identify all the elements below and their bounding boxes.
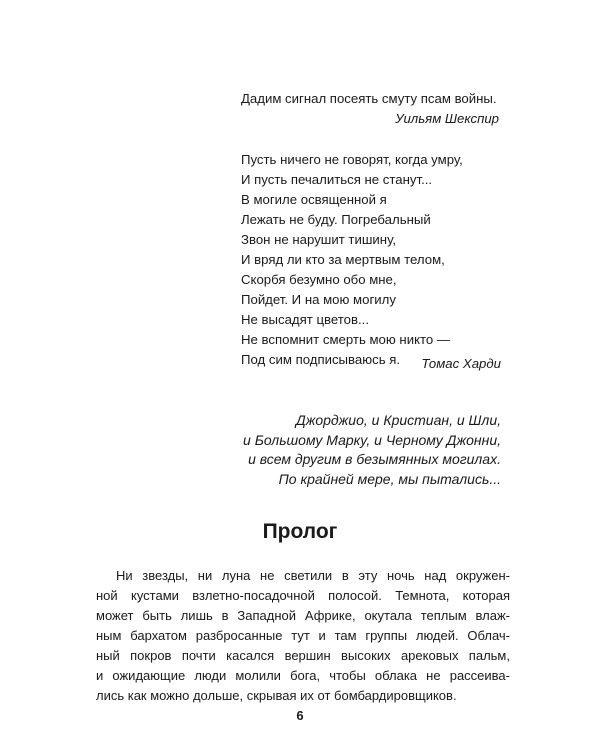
poem-line: Не вспомнит смерть мою никто — bbox=[241, 332, 451, 347]
poem-line: Под сим подписываюсь я. bbox=[241, 352, 401, 367]
dedication-line: и Большому Марку, и Черному Джонни, bbox=[243, 431, 501, 448]
dedication-line: По крайней мере, мы пытались... bbox=[278, 470, 501, 487]
epigraph-hardy-poem bbox=[241, 150, 501, 370]
page-number: 6 bbox=[296, 708, 304, 723]
poem-author: Томас Харди bbox=[421, 356, 501, 371]
body-line: Ни звезды, ни луна не светили в эту ночь над окружен- bbox=[116, 568, 510, 583]
body-line: ным бархатом разбросанные тут и там группы людей. Облач- bbox=[96, 628, 510, 643]
chapter-body bbox=[96, 566, 510, 706]
epigraph-shakespeare bbox=[241, 89, 501, 129]
poem-line: Не высадят цветов... bbox=[241, 312, 370, 327]
poem-line: Лежать не буду. Погребальный bbox=[241, 212, 431, 227]
epigraph-author: Уильям Шекспир bbox=[395, 111, 499, 126]
poem-line: И вряд ли кто за мертвым телом, bbox=[241, 252, 445, 267]
epigraph-text: Дадим сигнал посеять смуту псам войны. bbox=[241, 91, 497, 106]
poem-line: Пусть ничего не говорят, когда умру, bbox=[241, 152, 463, 167]
body-line: и ожидающие люди молили бога, чтобы облака не рассеива- bbox=[96, 668, 510, 683]
dedication-line: и всем другим в безымянных могилах. bbox=[248, 451, 501, 467]
poem-line: Скорбя безумно обо мне, bbox=[241, 272, 397, 287]
poem-line: Звон не нарушит тишину, bbox=[241, 232, 397, 247]
body-line: ный покров почти касался вершин высоких арековых пальм, bbox=[96, 648, 510, 663]
poem-line: И пусть печалиться не станут... bbox=[241, 172, 433, 187]
poem-line: Пойдет. И на мою могилу bbox=[241, 292, 396, 307]
body-line: ной кустами взлетно-посадочной полосой. Темнота, которая bbox=[96, 588, 510, 603]
poem-line: В могиле освященной я bbox=[241, 192, 387, 207]
body-line: может быть лишь в Западной Африке, окутала теплым влаж- bbox=[96, 608, 510, 623]
chapter-title: Пролог bbox=[262, 520, 338, 543]
dedication bbox=[200, 411, 501, 489]
body-line: лись как можно дольше, скрывая их от бомбардировщиков. bbox=[96, 688, 457, 703]
dedication-line: Джорджио, и Кристиан, и Шли, bbox=[295, 412, 501, 428]
